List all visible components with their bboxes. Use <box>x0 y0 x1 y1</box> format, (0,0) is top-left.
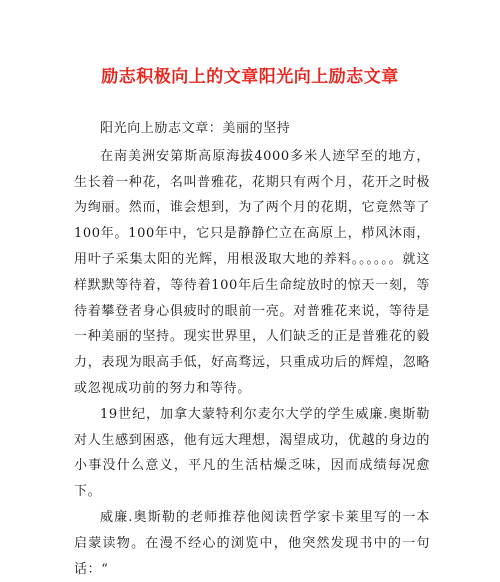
article-title: 励志积极向上的文章阳光向上励志文章 <box>101 67 399 87</box>
article-body <box>74 116 430 582</box>
article-subtitle: 阳光向上励志文章：美丽的坚持 <box>100 121 291 136</box>
paragraph-2: 19世纪，加拿大蒙特利尔麦尔大学的学生威廉.奥斯勒对人生感到困惑，他有远大理想，渴望成功，优越的身边的小事没什么意义，平凡的生活枯燥乏味，因而成绩每况愈下。 <box>74 406 430 500</box>
paragraph-3: 威廉.奥斯勒的老师推荐他阅读哲学家卡莱里写的一本启蒙读物。在漫不经心的浏览中，他突然发现书中的一句话：“ <box>74 509 430 577</box>
paragraph-1: 在南美洲安第斯高原海拔4000多米人迹罕至的地方，生长着一种花，名叫普雅花，花期只有两个月，花开之时极为绚丽。然而，谁会想到，为了两个月的花期，它竟然等了100年。100年中，它只是静静伫立在高原上，栉风沐雨，用叶子采集太阳的光辉，用根汲取大地的养料。。。。。。就这样默默等待着，等待着100年后生命绽放时的惊天一刻，等待着攀登者身心俱疲时的眼前一亮。对普雅花来说，等待是一种美丽的坚持。现实世界里，人们缺乏的正是普雅花的毅力，表现为眼高手低，好高骛远，只重成功后的辉煌，忽略或忽视成功前的努力和等待。 <box>74 148 430 396</box>
